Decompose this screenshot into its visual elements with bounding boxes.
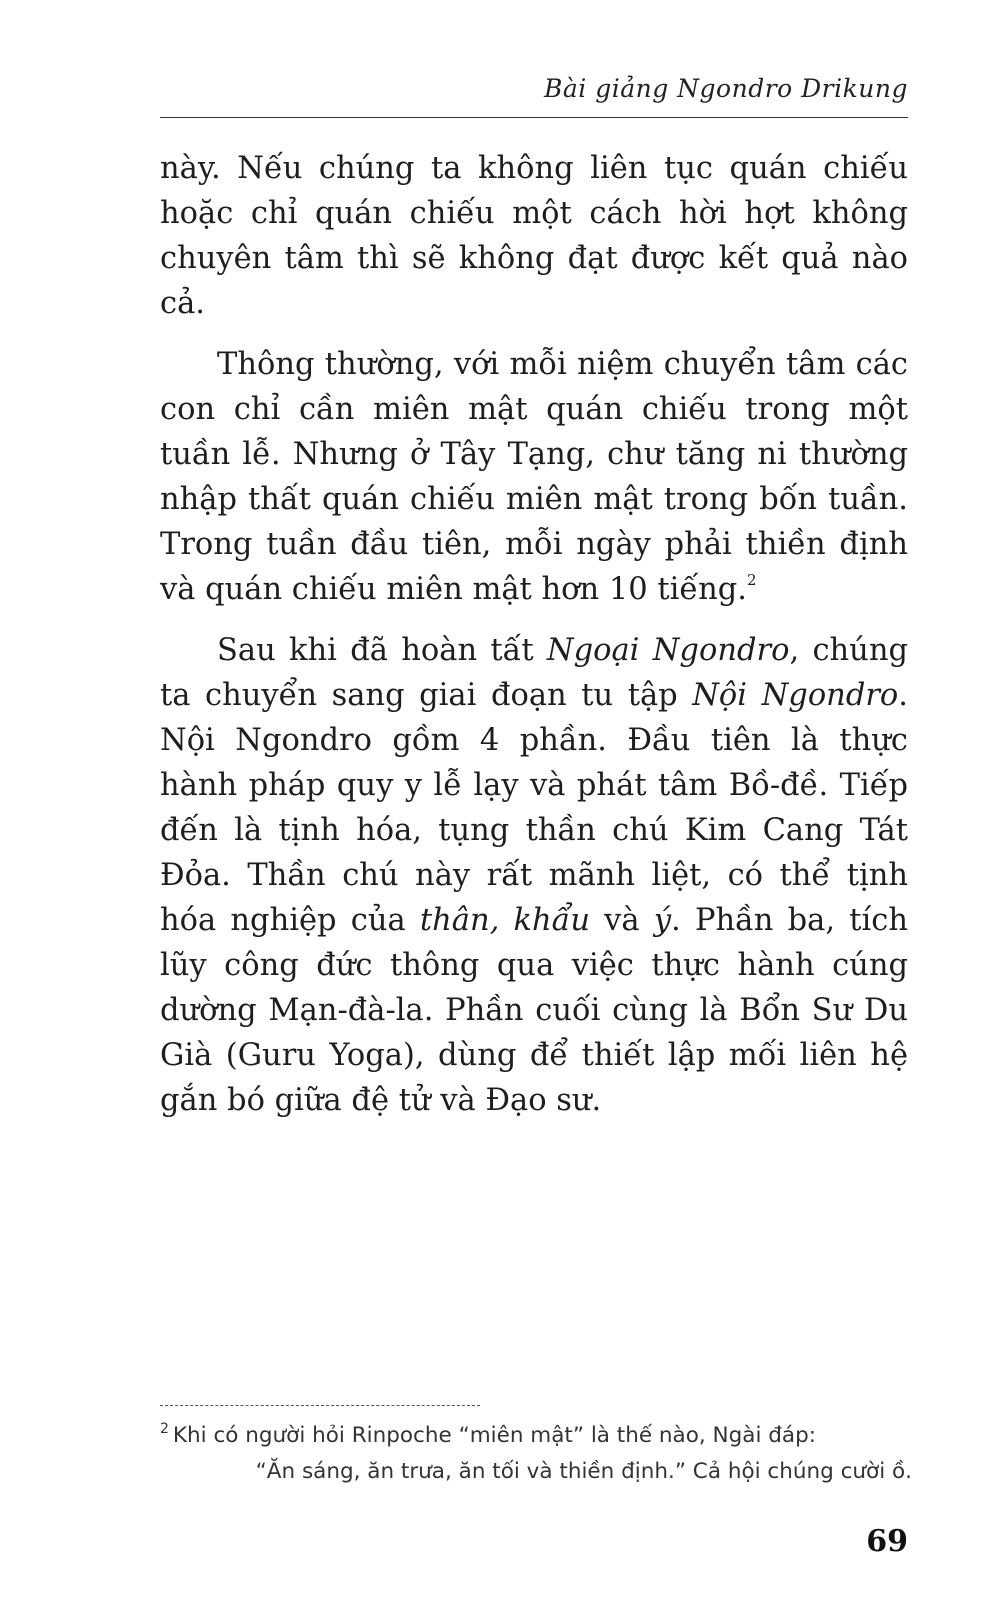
footnote-line-1: Khi có người hỏi Rinpoche “miên mật” là thế nào, Ngài đáp: <box>172 1423 816 1448</box>
emphasis-y: ý <box>653 903 672 938</box>
footnote <box>160 1418 912 1490</box>
emphasis-noi-ngondro: Nội Ngondro <box>692 678 899 713</box>
paragraph-2 <box>160 342 908 612</box>
footnote-rule <box>160 1405 480 1406</box>
paragraph-3-segment: Sau khi đã hoàn tất <box>217 633 547 668</box>
paragraph-2-text: Thông thường, với mỗi niệm chuyển tâm các con chỉ cần miên mật quán chiếu trong một tuần lễ. Nhưng ở Tây Tạng, chư tăng ni thường nhập thất quán chiếu miên mật trong bốn tuần. Trong tuần đầu tiên, mỗi ngày phải thiền định và quán chiếu miên mật hơn 10 tiếng. <box>160 347 908 607</box>
footnote-marker: 2 <box>160 1421 169 1437</box>
footnote-line-2: “Ăn sáng, ăn trưa, ăn tối và thiền định.” Cả hội chúng cười ồ. <box>255 1459 912 1484</box>
body-text <box>160 146 908 1139</box>
header-rule <box>160 117 908 118</box>
paragraph-3-segment: , chúng ta chuyển sang giai đoạn tu tập <box>160 633 908 713</box>
emphasis-than-khau: thân, khẩu <box>419 903 590 938</box>
paragraph-3-segment: và <box>589 903 654 938</box>
page-number: 69 <box>866 1524 908 1559</box>
running-header-title: Bài giảng Ngondro Drikung <box>543 74 908 103</box>
paragraph-1: này. Nếu chúng ta không liên tục quán chiếu hoặc chỉ quán chiếu một cách hời hợt không chuyên tâm thì sẽ không đạt được kết quả nào cả. <box>160 151 908 321</box>
footnote-reference[interactable]: 2 <box>747 571 757 589</box>
paragraph-3-segment: . Nội Ngondro gồm 4 phần. Đầu tiên là thực hành pháp quy y lễ lạy và phát tâm Bồ-đề. Tiếp đến là tịnh hóa, tụng thần chú Kim Cang Tát Đỏa. Thần chú này rất mãnh liệt, có thể tịnh hóa nghiệp của <box>160 678 908 938</box>
emphasis-ngoai-ngondro: Ngoại Ngondro <box>546 633 790 668</box>
paragraph-3-segment: . Phần ba, tích lũy công đức thông qua việc thực hành cúng dường Mạn-đà-la. Phần cuối cùng là Bổn Sư Du Già (Guru Yoga), dùng để thiết lập mối liên hệ gắn bó giữa đệ tử và Đạo sư. <box>160 903 909 1118</box>
paragraph-3 <box>160 628 908 1123</box>
